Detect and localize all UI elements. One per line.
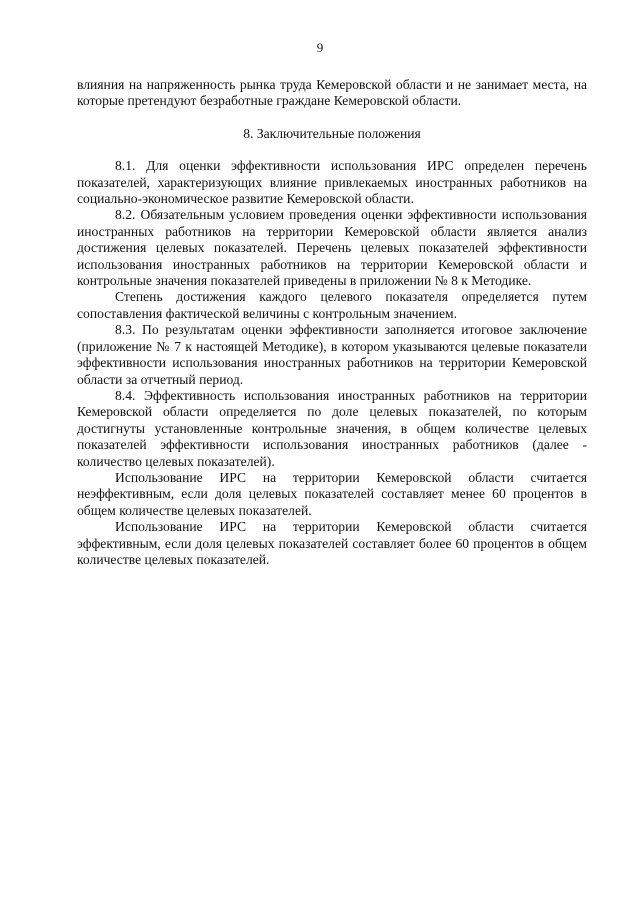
paragraph-continuation: влияния на напряженность рынка труда Кемеровской области и не занимает места, на которые претендуют безработные граждане Кемеровской области. [77, 77, 587, 109]
paragraph-8-2: 8.2. Обязательным условием проведения оценки эффективности использования иностранных работников на территории Кемеровской области является анализ достижения целевых показателей. Перечень целевых показателей эффективности использования иностранных работников на территории Кемеровской области и контрольные значения показателей приведены в приложении № 8 к Методике. [77, 207, 587, 289]
paragraph-degree: Степень достижения каждого целевого показателя определяется путем сопоставления фактической величины с контрольным значением. [77, 289, 587, 321]
paragraph-8-4: 8.4. Эффективность использования иностранных работников на территории Кемеровской области определяется по доле целевых показателей, по которым достигнуты установленные контрольные значения, в общем количестве целевых показателей эффективности использования иностранных работников (далее - количество целевых показателей). [77, 387, 587, 469]
paragraph-effective: Использование ИРС на территории Кемеровской области считается эффективным, если доля целевых показателей составляет более 60 процентов в общем количестве целевых показателей. [77, 519, 587, 567]
section-title: 8. Заключительные положения [243, 125, 421, 141]
paragraph-8-1: 8.1. Для оценки эффективности использования ИРС определен перечень показателей, характеризующих влияние привлекаемых иностранных работников на социально-экономическое развитие Кемеровской области. [77, 158, 587, 207]
page-number: 9 [316, 40, 324, 55]
document-body [77, 77, 587, 568]
paragraph-ineffective: Использование ИРС на территории Кемеровской области считается неэффективным, если доля целевых показателей составляет менее 60 процентов в общем количестве целевых показателей. [77, 469, 587, 518]
paragraph-8-3: 8.3. По результатам оценки эффективности заполняется итоговое заключение (приложение № 7 к настоящей Методике), в котором указываются целевые показатели эффективности использования иностранных работников на территории Кемеровской области за отчетный период. [77, 322, 587, 387]
